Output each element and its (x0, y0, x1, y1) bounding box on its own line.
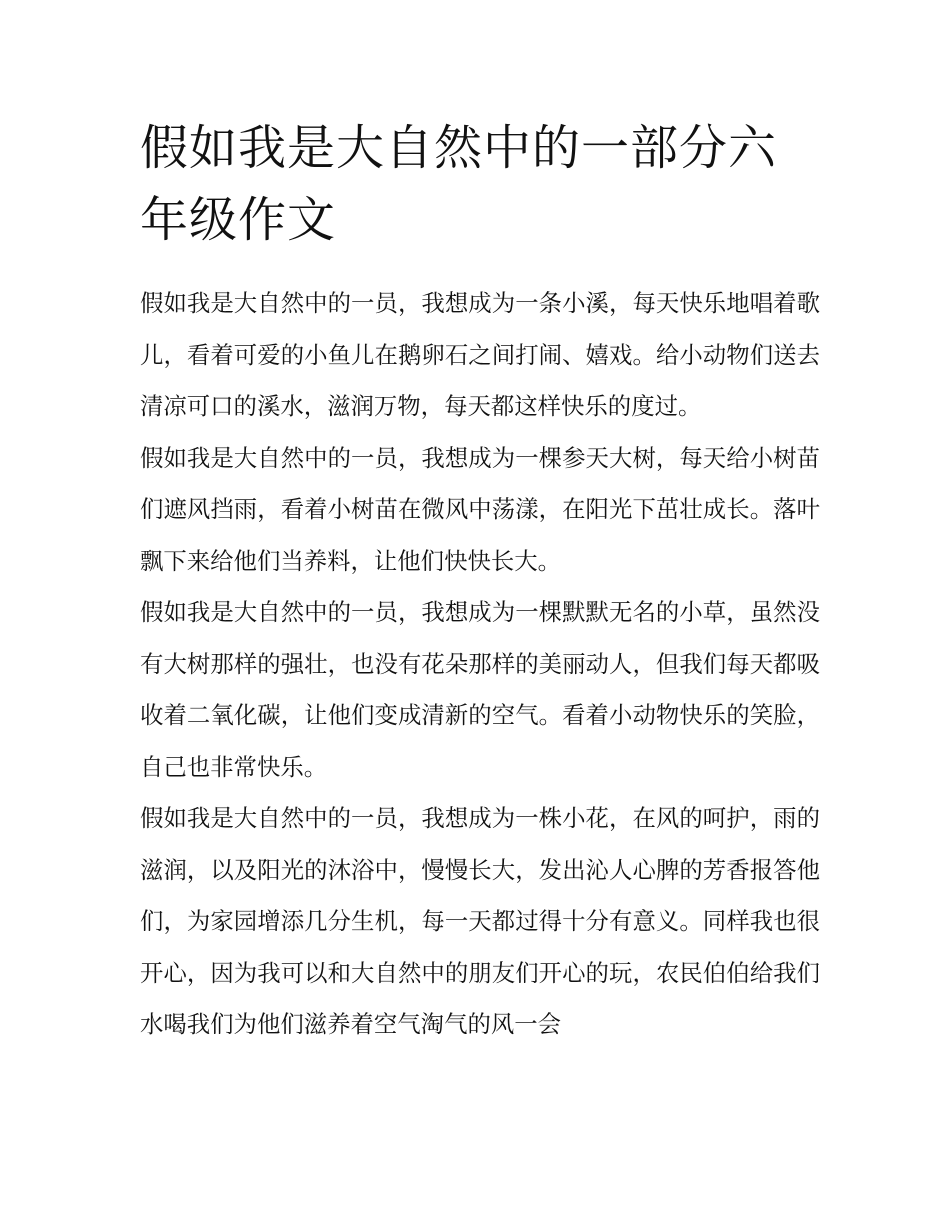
paragraph-3: 假如我是大自然中的一员，我想成为一棵默默无名的小草，虽然没有大树那样的强壮，也没有花朵那样的美丽动人，但我们每天都吸收着二氧化碳，让他们变成清新的空气。看着小动物快乐的笑脸，自己也非常快乐。 (140, 598, 820, 781)
paragraph-1: 假如我是大自然中的一员，我想成为一条小溪，每天快乐地唱着歌儿，看着可爱的小鱼儿在鹅卵石之间打闹、嬉戏。给小动物们送去清凉可口的溪水，滋润万物，每天都这样快乐的度过。 (140, 289, 820, 420)
paragraph-4: 假如我是大自然中的一员，我想成为一株小花，在风的呵护，雨的滋润，以及阳光的沐浴中，慢慢长大，发出沁人心脾的芳香报答他们，为家园增添几分生机，每一天都过得十分有意义。同样我也很开心，因为我可以和大自然中的朋友们开心的玩，农民伯伯给我们水喝我们为他们滋养着空气淘气的风一会 (140, 804, 820, 1038)
paragraph-2: 假如我是大自然中的一员，我想成为一棵参天大树，每天给小树苗们遮风挡雨，看着小树苗在微风中荡漾，在阳光下茁壮成长。落叶飘下来给他们当养料，让他们快快长大。 (140, 443, 820, 575)
page-title: 假如我是大自然中的一部分六年级作文 (140, 120, 778, 248)
essay-body (140, 278, 820, 1051)
